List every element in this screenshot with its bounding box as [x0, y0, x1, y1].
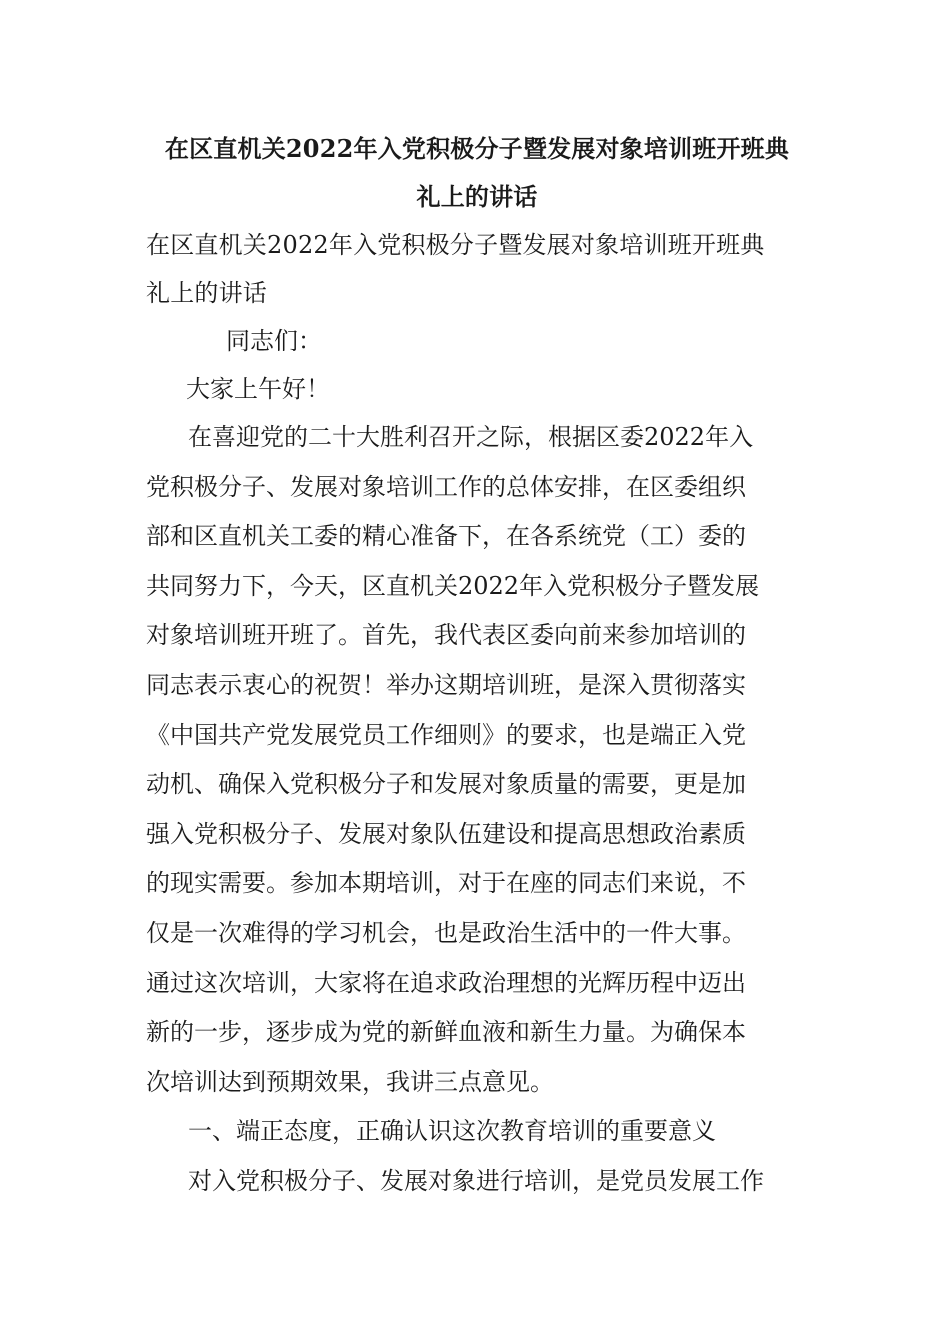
paragraph-line: 《中国共产党发展党员工作细则》的要求，也是端正入党 — [146, 720, 746, 749]
paragraph-line: 党积极分子、发展对象培训工作的总体安排，在区委组织 — [146, 472, 746, 501]
paragraph-line: 动机、确保入党积极分子和发展对象质量的需要，更是加 — [146, 770, 746, 799]
paragraph-line: 新的一步，逐步成为党的新鲜血液和新生力量。为确保本 — [146, 1018, 746, 1047]
paragraph-line: 在喜迎党的二十大胜利召开之际，根据区委2022年入 — [188, 423, 754, 451]
paragraph-2 — [146, 1157, 808, 1207]
subtitle-line-2: 礼上的讲话 — [146, 279, 267, 307]
paragraph-line: 仅是一次难得的学习机会，也是政治生活中的一件大事。 — [146, 918, 746, 947]
section-heading-1: 一、端正态度，正确认识这次教育培训的重要意义 — [188, 1117, 716, 1146]
paragraph-line: 共同努力下，今天，区直机关2022年入党积极分子暨发展 — [146, 571, 760, 600]
document-page — [146, 125, 808, 1207]
paragraph-line: 对象培训班开班了。首先，我代表区委向前来参加培训的 — [146, 621, 746, 650]
paragraph-line: 对入党积极分子、发展对象进行培训，是党员发展工作 — [188, 1166, 764, 1195]
salutation: 同志们： — [226, 327, 322, 355]
title-line-2: 礼上的讲话 — [416, 182, 538, 211]
paragraph-line: 部和区直机关工委的精心准备下，在各系统党（工）委的 — [146, 522, 746, 551]
subtitle-line-1: 在区直机关2022年入党积极分子暨发展对象培训班开班典 — [146, 231, 765, 259]
paragraph-line: 强入党积极分子、发展对象队伍建设和提高思想政治素质 — [146, 819, 746, 848]
document-subtitle — [146, 221, 808, 317]
paragraph-line: 次培训达到预期效果，我讲三点意见。 — [146, 1067, 554, 1096]
paragraph-1 — [146, 413, 808, 1107]
paragraph-line: 的现实需要。参加本期培训，对于在座的同志们来说，不 — [146, 869, 746, 898]
paragraph-line: 同志表示衷心的祝贺！举办这期培训班，是深入贯彻落实 — [146, 670, 746, 699]
greeting: 大家上午好！ — [186, 375, 330, 403]
title-line-1: 在区直机关2022年入党积极分子暨发展对象培训班开班典 — [164, 134, 790, 163]
paragraph-line: 通过这次培训，大家将在追求政治理想的光辉历程中迈出 — [146, 968, 746, 997]
document-title — [146, 125, 808, 221]
